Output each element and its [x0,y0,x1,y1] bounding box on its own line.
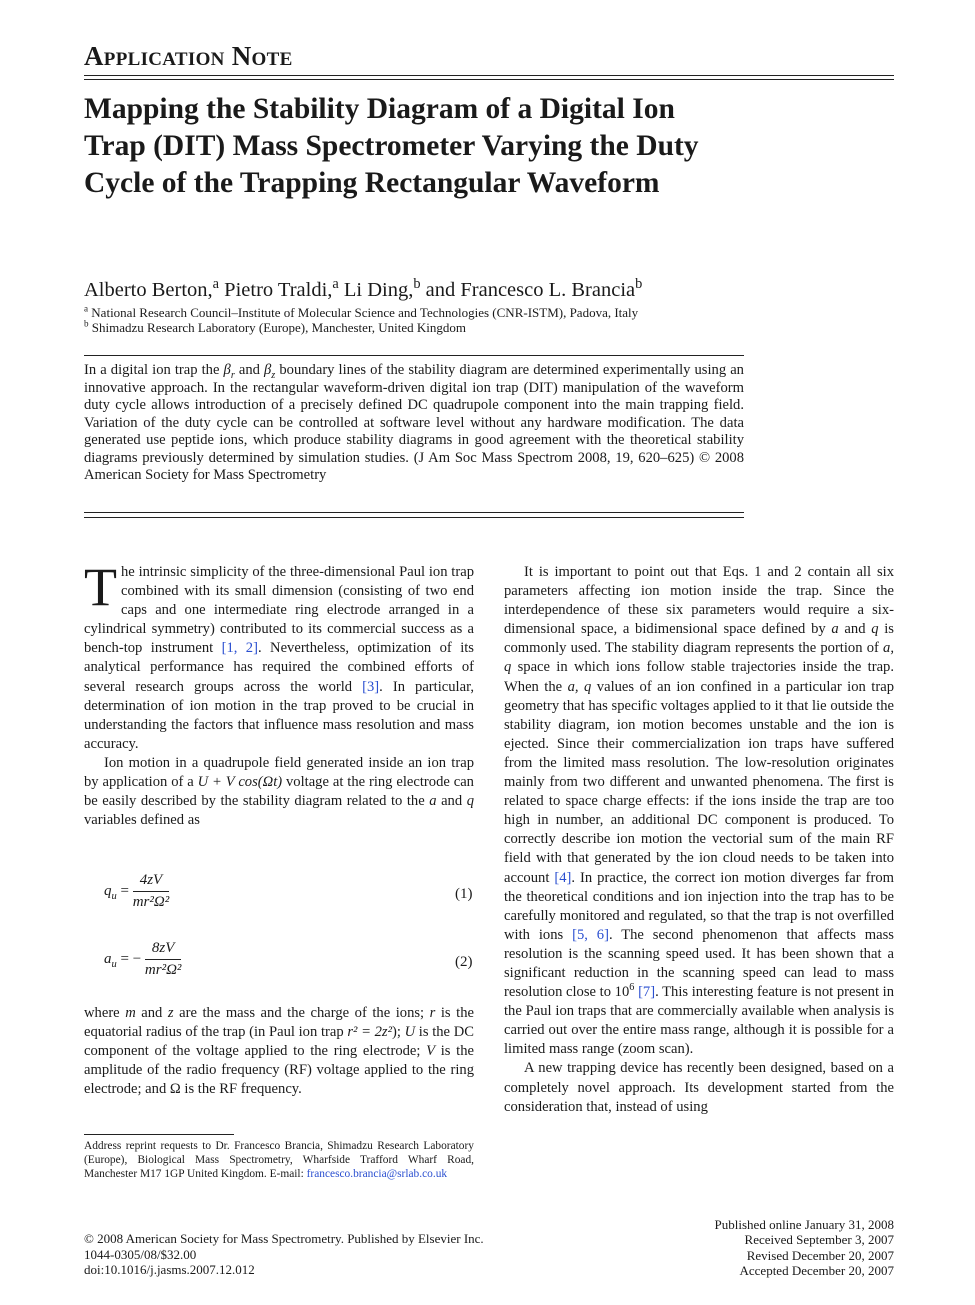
new-device-paragraph: A new trapping device has recently been designed, based on a completely novel approach. Its development started from the consideration that, instead of using [504,1060,894,1115]
drop-cap: T [84,557,117,617]
author-2-affil-mark: a [332,276,339,293]
citation-link-4[interactable]: [4] [554,869,572,886]
author-4: and Francesco L. Brancia [425,279,636,301]
author-3-affil-mark: b [413,276,421,293]
footer-issn: 1044-0305/08/$32.00 [84,1246,197,1262]
header-rule-bottom [84,79,894,80]
left-column [84,557,474,830]
equation-1-number: (1) [455,886,473,902]
abstract-rule-bottom-1 [84,512,744,513]
footer-publisher [84,1231,484,1278]
equation-2: $a_u$ = − $\frac{8zV}{\text{mr²Ω²}}$ [104,940,182,978]
published-online-date: Published online January 31, 2008 [714,1217,894,1232]
footnote-rule [84,1134,234,1135]
accepted-date: Accepted December 20, 2007 [739,1263,894,1279]
footer-doi: doi:10.1016/j.jasms.2007.12.012 [84,1262,255,1278]
variables-paragraph: where m and z are the mass and the charge of the ions; r is the equatorial radius of the trap (in Paul ion trap r² = 2z²); U is the DC component of the voltage applied to the ring electrode; V is the amplitude of the radio frequency (RF) voltage applied to the ring electrode; and Ω is the RF frequency. [84,1005,474,1098]
author-3: Li Ding, [343,279,414,301]
citation-link-7[interactable]: [7] [638,984,656,1001]
footer-copyright: © 2008 American Society for Mass Spectrometry. Published by Elsevier Inc. [84,1231,484,1246]
author-4-affil-mark: b [635,276,643,293]
revised-date: Revised December 20, 2007 [746,1247,894,1263]
header-rule-top [84,75,894,76]
abstract-rule-top [84,355,744,356]
intro-paragraph: The intrinsic simplicity of the three-dimensional Paul ion trap combined with its small dimension (consisting of two end caps and one intermediate ring electrode arranged in a cylindrical symmetry) contributed to its commercial success as a bench-top instrument [1, 2]. Nevertheless, optimization of its analytical performance has required the combined efforts of several research groups across the world [3]. In particular, determination of ion motion in the trap proved to be crucial in understanding the factors that influence mass resolution and mass accuracy. [84,557,474,752]
email-link[interactable]: francesco.brancia@srlab.co.uk [306,1167,448,1180]
abstract-rule-bottom-2 [84,517,744,518]
footer-dates [715,1217,894,1279]
right-column [504,563,894,1117]
article-title: Mapping the Stability Diagram of a Digital Ion Trap (DIT) Mass Spectrometer Varying the Duty Cycle of the Trapping Rectangular Waveform [84,93,699,199]
footnote: Address reprint requests to Dr. Francesco Brancia, Shimadzu Research Laboratory (Europe), Biological Mass Spectrometry, Wharfside Trafford Wharf Road, Manchester M17 1GP United Kingdom. E-mail: francesco.brancia@srlab.co.uk [84,1140,474,1180]
author-1-affil-mark: a [212,276,220,293]
affiliation-b [84,320,466,336]
equation-2-number: (2) [455,954,473,970]
author-2: Pietro Traldi, [224,279,333,301]
section-label: Application Note [84,41,293,71]
affiliation-b-text: Shimadzu Research Laboratory (Europe), Manchester, United Kingdom [91,320,466,335]
affiliation-a-text: National Research Council–Institute of Molecular Science and Technologies (CNR-ISTM), Padova, Italy [91,305,639,320]
author-list [84,277,642,303]
citation-link-1-2[interactable]: [1, 2] [221,640,258,657]
citation-link-5-6[interactable]: [5, 6] [572,926,609,943]
affiliation-a-mark: a [84,303,89,314]
received-date: Received September 3, 2007 [744,1232,894,1248]
citation-link-3[interactable]: [3] [362,678,380,695]
abstract: In a digital ion trap the $\beta_r$ and $\beta_z$ boundary lines of the stability diagram are determined experimentally using an innovative approach. In the rectangular waveform-driven digital ion trap (DIT) manipulation of the waveform duty cycle allows introduction of a precisely defined DC quadrupole component into the main trapping field. Variation of the duty cycle can be controlled at software level without any hardware modification. The data generated use peptide ions, which produce stability diagrams in good agreement with the theoretical stability diagrams previously determined by simulation studies. (J Am Soc Mass Spectrom 2008, 19, 620–625) © 2008 American Society for Mass Spectrometry [84,362,745,483]
author-1: Alberto Berton, [84,279,213,301]
affiliation-a [84,305,638,321]
ion-motion-paragraph: Ion motion in a quadrupole field generated inside an ion trap by application of a U + V cos(Ωt) voltage at the ring electrode can be easily described by the stability diagram related to the a and q variables defined as [84,754,474,829]
affiliation-b-mark: b [84,318,89,329]
equation-1: $q_u$ = $\frac{4zV}{\text{mr²Ω²}}$ [104,872,170,910]
stability-paragraph: It is important to point out that Eqs. 1 and 2 contain all six parameters affecting ion motion inside the trap. Since the interdependence of these six parameters would require a six-dimensional space, a bidimensional space defined by a and q is commonly used. The stability diagram represents the portion of a, q space in which ions follow stable trajectories inside the trap. When the a, q values of an ion confined in a particular ion trap geometry that has specific voltages applied to it that lie outside the stability diagram, ion motion becomes unstable and the ion is ejected. Since their commercialization ion traps have suffered from the limited mass resolution. The low-resolution originates mainly from two different and unwanted phenomena. The first is related to space charge effects: if the ions inside the trap are too high in number, an additional DC component is produced. To correctly describe ion motion the vectorial sum of the main RF field with that generated by the ion cloud needs to be taken into account [4]. In practice, the correct ion motion diverges far from the theoretical conditions and ion injection into the trap has to be carefully monitored and regulated, so that the trap is not overfilled with ions [5, 6]. The second phenomenon that affects mass resolution is the scanning speed used. It has been shown that a significant reduction in the scanning speed can lead to mass resolution close to $10^6$ [7]. This interesting feature is not present in the Paul ion traps that are commercially available when analysis is carried out over the entire mass range, although it is possible for a limited mass range (zoom scan). [504,564,895,1058]
abstract-citation: (J Am Soc Mass Spectrom 2008, 19, 620–625) © 2008 American Society for Mass Spectrometry [84,449,745,483]
